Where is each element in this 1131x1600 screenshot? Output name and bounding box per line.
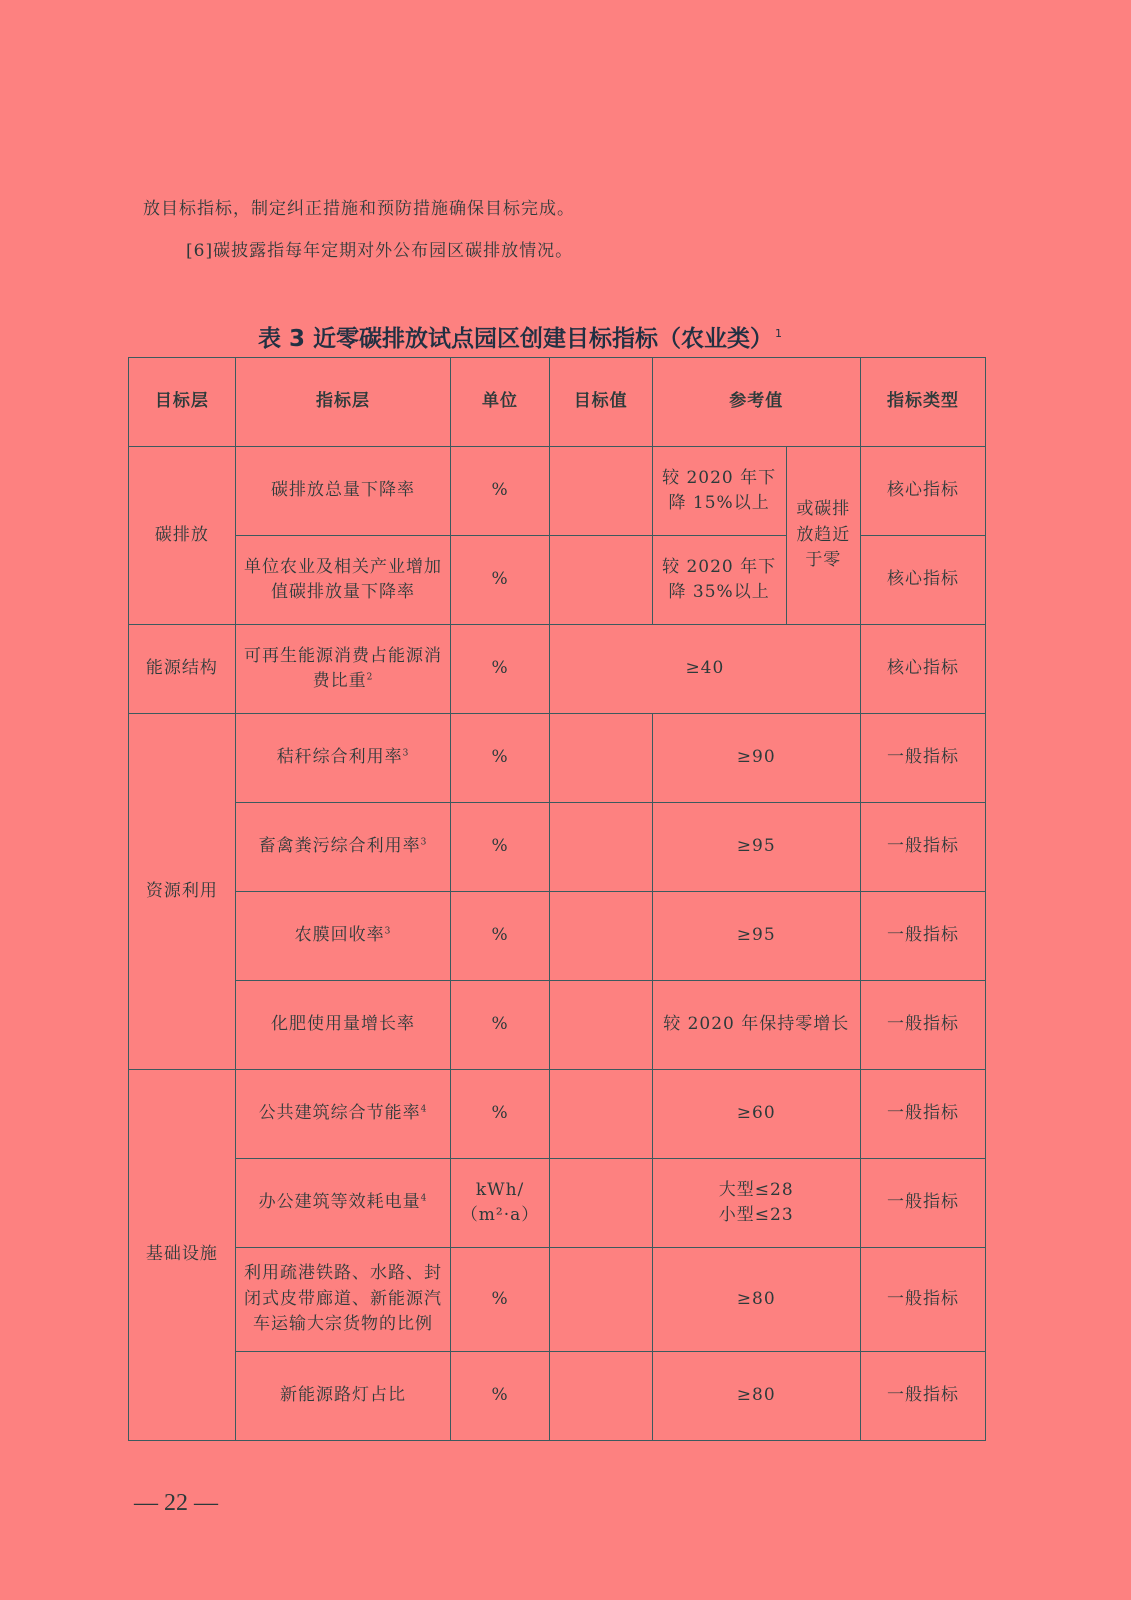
reference-cell: ≥95 — [652, 892, 860, 981]
unit-cell — [451, 1159, 550, 1248]
group-infra: 基础设施 — [129, 1070, 236, 1441]
indicator-cell: 化肥使用量增长率 — [235, 981, 451, 1070]
footnote-marker: 3 — [402, 748, 410, 759]
table-row — [129, 981, 986, 1070]
unit-cell: % — [451, 536, 550, 625]
unit-cell: % — [451, 1352, 550, 1441]
table-row — [129, 1159, 986, 1248]
unit-cell: % — [451, 714, 550, 803]
group-energy: 能源结构 — [129, 625, 236, 714]
type-cell: 一般指标 — [860, 981, 985, 1070]
indicator-cell — [235, 892, 451, 981]
body-paragraph: [6]碳披露指每年定期对外公布园区碳排放情况。 — [186, 241, 574, 261]
reference-cell: ≥80 — [652, 1352, 860, 1441]
footnote-marker: 3 — [420, 837, 428, 848]
target-cell — [549, 714, 652, 803]
indicator-text: 畜禽粪污综合利用率 — [258, 836, 421, 857]
type-cell: 核心指标 — [860, 447, 985, 536]
table-row — [129, 803, 986, 892]
unit-cell: % — [451, 1248, 550, 1352]
header-type: 指标类型 — [860, 358, 985, 447]
indicator-text: 公共建筑综合节能率 — [258, 1103, 421, 1124]
reference-cell: ≥95 — [652, 803, 860, 892]
type-cell: 一般指标 — [860, 892, 985, 981]
body-paragraph: 放目标指标，制定纠正措施和预防措施确保目标完成。 — [143, 199, 575, 219]
reference-line: 大型≤28 — [718, 1179, 794, 1200]
type-cell: 一般指标 — [860, 714, 985, 803]
table-row — [129, 447, 986, 536]
indicator-text: 可再生能源消费占能源消费比重 — [243, 645, 442, 691]
indicator-cell: 利用疏港铁路、水路、封闭式皮带廊道、新能源汽车运输大宗货物的比例 — [235, 1248, 451, 1352]
target-cell — [549, 1248, 652, 1352]
indicator-text: 办公建筑等效耗电量 — [258, 1192, 421, 1213]
table-title-footnote: 1 — [775, 327, 783, 341]
unit-line: （m²·a） — [460, 1205, 540, 1225]
table-row — [129, 1248, 986, 1352]
reference-cell: 较 2020 年保持零增长 — [652, 981, 860, 1070]
target-cell — [549, 1159, 652, 1248]
target-cell — [549, 981, 652, 1070]
indicator-cell: 新能源路灯占比 — [235, 1352, 451, 1441]
reference-cell: 较 2020 年下降 35%以上 — [652, 536, 786, 625]
target-cell — [549, 536, 652, 625]
header-reference: 参考值 — [652, 358, 860, 447]
header-indicator: 指标层 — [235, 358, 451, 447]
indicator-text: 农膜回收率 — [294, 925, 385, 946]
target-cell — [549, 892, 652, 981]
unit-cell: % — [451, 981, 550, 1070]
table-row — [129, 892, 986, 981]
reference-cell: ≥80 — [652, 1248, 860, 1352]
reference-line: 小型≤23 — [718, 1205, 794, 1225]
target-cell — [549, 447, 652, 536]
unit-cell: % — [451, 803, 550, 892]
indicator-table — [128, 357, 986, 1441]
unit-cell: % — [451, 625, 550, 714]
group-carbon: 碳排放 — [129, 447, 236, 625]
unit-line: kWh/ — [475, 1179, 525, 1200]
table-row — [129, 1352, 986, 1441]
type-cell: 一般指标 — [860, 1248, 985, 1352]
indicator-cell: 碳排放总量下降率 — [235, 447, 451, 536]
indicator-cell — [235, 1159, 451, 1248]
indicator-cell — [235, 803, 451, 892]
reference-cell: 较 2020 年下降 15%以上 — [652, 447, 786, 536]
table-row — [129, 1070, 986, 1159]
type-cell: 一般指标 — [860, 1159, 985, 1248]
footnote-marker: 4 — [420, 1193, 428, 1204]
type-cell: 一般指标 — [860, 803, 985, 892]
footnote-marker: 3 — [384, 926, 392, 937]
header-unit: 单位 — [451, 358, 550, 447]
target-cell — [549, 1070, 652, 1159]
unit-cell: % — [451, 1070, 550, 1159]
indicator-text: 秸秆综合利用率 — [276, 747, 403, 768]
reference-cell: ≥90 — [652, 714, 860, 803]
footnote-marker: 4 — [420, 1104, 428, 1115]
footnote-marker: 2 — [366, 672, 374, 683]
type-cell: 核心指标 — [860, 536, 985, 625]
page-number: — 22 — — [134, 1490, 218, 1516]
indicator-cell — [235, 1070, 451, 1159]
reference-cell: ≥40 — [549, 625, 860, 714]
table-header-row — [129, 358, 986, 447]
table-title-text: 表 3 近零碳排放试点园区创建目标指标（农业类） — [258, 326, 774, 352]
indicator-cell — [235, 625, 451, 714]
group-resource: 资源利用 — [129, 714, 236, 1070]
type-cell: 核心指标 — [860, 625, 985, 714]
type-cell: 一般指标 — [860, 1352, 985, 1441]
reference-cell — [652, 1159, 860, 1248]
unit-cell: % — [451, 447, 550, 536]
unit-cell: % — [451, 892, 550, 981]
indicator-cell: 单位农业及相关产业增加值碳排放量下降率 — [235, 536, 451, 625]
carbon-alternative-cell: 或碳排放趋近于零 — [786, 447, 860, 625]
type-cell: 一般指标 — [860, 1070, 985, 1159]
target-cell — [549, 803, 652, 892]
target-cell — [549, 1352, 652, 1441]
indicator-cell — [235, 714, 451, 803]
table-row — [129, 714, 986, 803]
header-target: 目标值 — [549, 358, 652, 447]
header-layer: 目标层 — [129, 358, 236, 447]
table-row — [129, 625, 986, 714]
reference-cell: ≥60 — [652, 1070, 860, 1159]
table-title — [258, 320, 782, 353]
